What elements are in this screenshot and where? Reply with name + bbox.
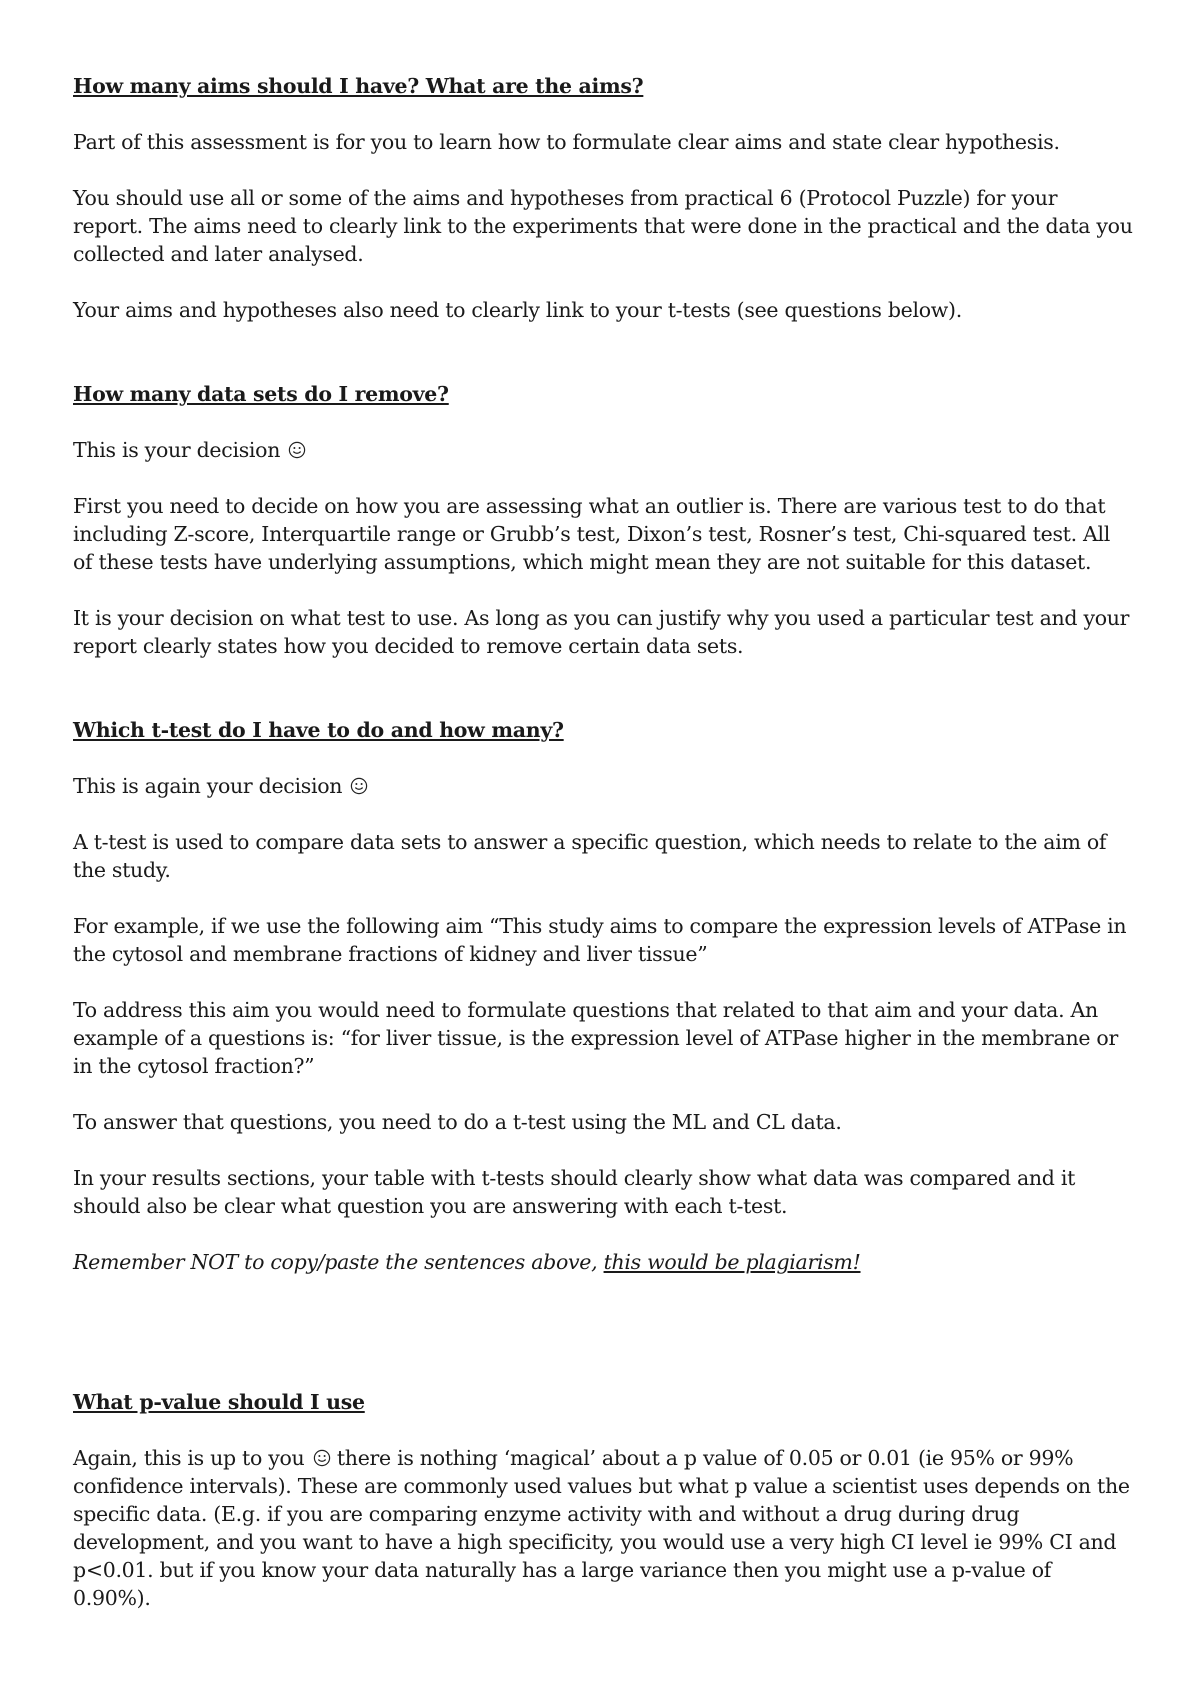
datasets-paragraph-2: First you need to decide on how you are assessing what an outlier is. There are various test to do that including Z-score, Interquartile range or Grubb’s test, Dixon’s test, Rosner’s test, Chi-squared test. All of these tests have underlying assumptions, which might mean they are not suitable for this dataset. [73,494,1111,574]
pvalue-paragraph-1-start: Again, this is up to you [73,1446,305,1470]
datasets-paragraph-1 [73,436,1133,464]
smiley-icon [350,777,368,795]
datasets-heading: How many data sets do I remove? [73,382,449,406]
ttest-paragraph-1 [73,772,1133,800]
document-page [73,72,1133,1612]
ttest-paragraph-1-text: This is again your decision [73,774,343,798]
plagiarism-warning-text: Remember NOT to copy/paste the sentences above, [73,1250,604,1274]
pvalue-paragraph-1-rest: there is nothing ‘magical’ about a p value of 0.05 or 0.01 (ie 95% or 99% confidence intervals). These are commonly used values but what p value a scientist uses depends on the specific data. (E.g. if you are comparing enzyme activity with and without a drug during drug development, and you want to have a high specificity, you would use a very high CI level ie 99% CI and p<0.01. but if you know your data naturally has a large variance then you might use a p-value of 0.90%). [73,1446,1130,1610]
ttest-paragraph-4: To address this aim you would need to formulate questions that related to that aim and your data. An example of a questions is: “for liver tissue, is the expression level of ATPase higher in the membrane or in the cytosol fraction?” [73,998,1118,1078]
smiley-icon [288,441,306,459]
plagiarism-warning [73,1248,1133,1276]
ttest-paragraph-3: For example, if we use the following aim “This study aims to compare the expression levels of ATPase in the cytosol and membrane fractions of kidney and liver tissue” [73,914,1127,966]
aims-paragraph-2: You should use all or some of the aims and hypotheses from practical 6 (Protocol Puzzle) for your report. The aims need to clearly link to the experiments that were done in the practical and the data you collected and later analysed. [73,186,1133,266]
datasets-paragraph-1-text: This is your decision [73,438,281,462]
aims-paragraph-1: Part of this assessment is for you to learn how to formulate clear aims and state clear hypothesis. [73,130,1060,154]
smiley-icon [313,1449,331,1467]
plagiarism-warning-emphasis: this would be plagiarism! [603,1250,861,1274]
ttest-heading: Which t-test do I have to do and how many? [73,718,564,742]
ttest-paragraph-6: In your results sections, your table with t-tests should clearly show what data was compared and it should also be clear what question you are answering with each t-test. [73,1166,1076,1218]
ttest-paragraph-5: To answer that questions, you need to do a t-test using the ML and CL data. [73,1110,842,1134]
datasets-paragraph-3: It is your decision on what test to use. As long as you can justify why you used a particular test and your report clearly states how you decided to remove certain data sets. [73,606,1130,658]
aims-heading: How many aims should I have? What are the aims? [73,74,644,98]
pvalue-heading: What p-value should I use [73,1390,365,1414]
aims-paragraph-3: Your aims and hypotheses also need to clearly link to your t-tests (see questions below). [73,298,962,322]
ttest-paragraph-2: A t-test is used to compare data sets to answer a specific question, which needs to relate to the aim of the study. [73,830,1107,882]
pvalue-paragraph-1 [73,1444,1133,1612]
